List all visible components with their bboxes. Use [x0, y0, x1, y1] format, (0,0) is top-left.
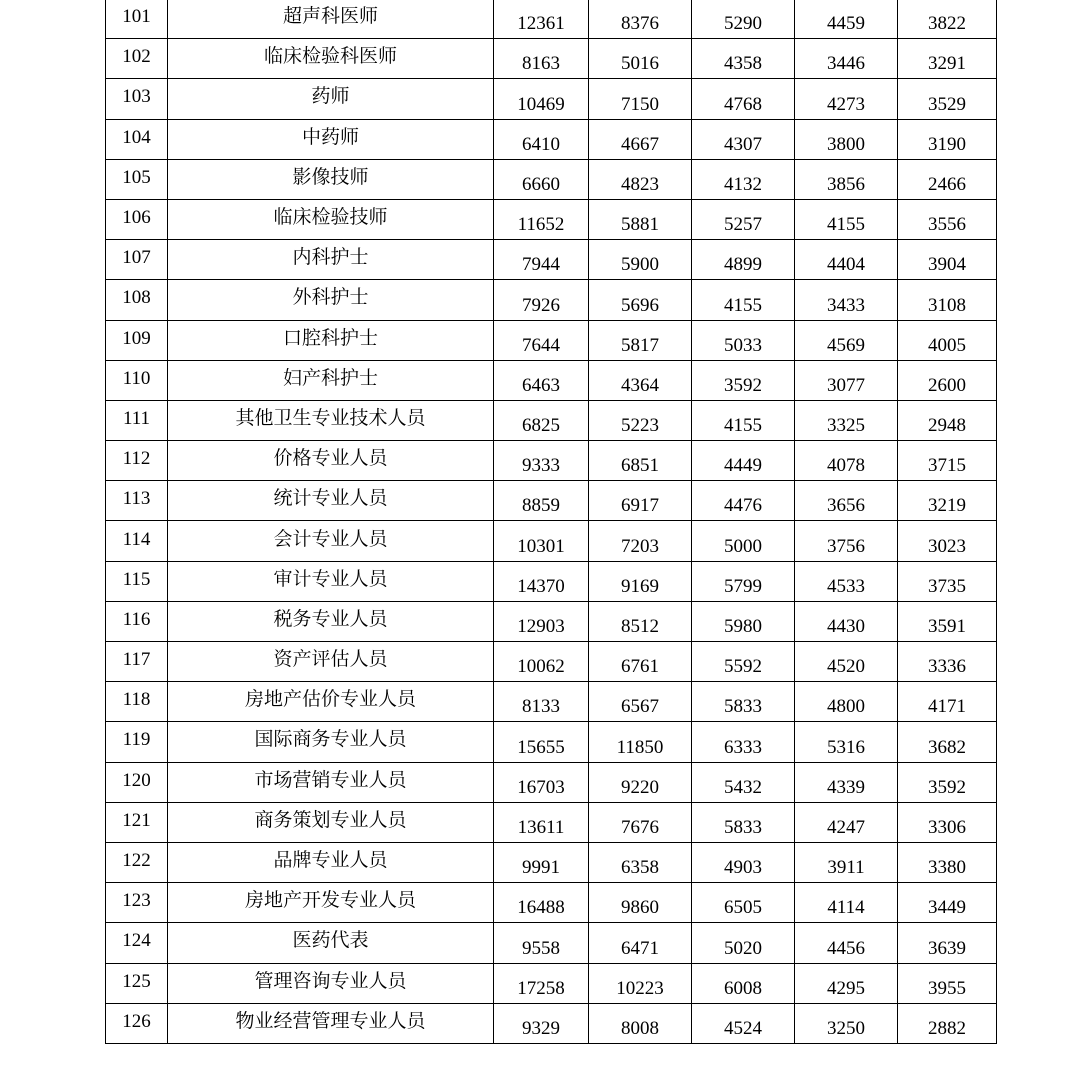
- salary-value-cell: 3656: [795, 481, 898, 521]
- table-row: [106, 722, 997, 762]
- salary-value-cell: 4823: [589, 159, 692, 199]
- table-row: [106, 119, 997, 159]
- salary-value-cell: 6358: [589, 842, 692, 882]
- occupation-name-cell: 物业经营管理专业人员: [168, 1003, 494, 1043]
- salary-value-cell: 3336: [898, 642, 997, 682]
- salary-value-cell: 2600: [898, 360, 997, 400]
- salary-value-cell: 6008: [692, 963, 795, 1003]
- salary-table-container: [105, 0, 996, 1044]
- salary-value-cell: 3446: [795, 39, 898, 79]
- table-row: [106, 481, 997, 521]
- salary-value-cell: 3190: [898, 119, 997, 159]
- salary-value-cell: 6505: [692, 883, 795, 923]
- salary-value-cell: 9860: [589, 883, 692, 923]
- table-row: [106, 1003, 997, 1043]
- salary-value-cell: 5290: [692, 0, 795, 39]
- salary-value-cell: 6567: [589, 682, 692, 722]
- salary-value-cell: 5000: [692, 521, 795, 561]
- salary-value-cell: 10301: [494, 521, 589, 561]
- occupation-name-cell: 商务策划专业人员: [168, 802, 494, 842]
- row-number-cell: 105: [106, 159, 168, 199]
- occupation-name-cell: 外科护士: [168, 280, 494, 320]
- salary-value-cell: 4667: [589, 119, 692, 159]
- salary-value-cell: 6471: [589, 923, 692, 963]
- salary-value-cell: 6761: [589, 642, 692, 682]
- salary-value-cell: 4569: [795, 320, 898, 360]
- table-row: [106, 240, 997, 280]
- occupation-name-cell: 房地产估价专业人员: [168, 682, 494, 722]
- salary-value-cell: 4476: [692, 481, 795, 521]
- salary-value-cell: 3735: [898, 561, 997, 601]
- salary-value-cell: 9329: [494, 1003, 589, 1043]
- salary-value-cell: 3822: [898, 0, 997, 39]
- salary-value-cell: 5833: [692, 802, 795, 842]
- salary-value-cell: 3306: [898, 802, 997, 842]
- occupation-name-cell: 超声科医师: [168, 0, 494, 39]
- table-row: [106, 963, 997, 1003]
- occupation-name-cell: 中药师: [168, 119, 494, 159]
- salary-value-cell: 5592: [692, 642, 795, 682]
- occupation-name-cell: 临床检验技师: [168, 199, 494, 239]
- salary-value-cell: 9169: [589, 561, 692, 601]
- row-number-cell: 102: [106, 39, 168, 79]
- salary-value-cell: 4430: [795, 601, 898, 641]
- occupation-name-cell: 会计专业人员: [168, 521, 494, 561]
- salary-value-cell: 8376: [589, 0, 692, 39]
- salary-value-cell: 7926: [494, 280, 589, 320]
- row-number-cell: 110: [106, 360, 168, 400]
- salary-value-cell: 4155: [795, 199, 898, 239]
- table-row: [106, 320, 997, 360]
- salary-value-cell: 7203: [589, 521, 692, 561]
- salary-value-cell: 11850: [589, 722, 692, 762]
- salary-value-cell: 10469: [494, 79, 589, 119]
- salary-table-body: [106, 0, 997, 1043]
- row-number-cell: 119: [106, 722, 168, 762]
- occupation-name-cell: 其他卫生专业技术人员: [168, 400, 494, 440]
- salary-value-cell: 4449: [692, 441, 795, 481]
- salary-value-cell: 5980: [692, 601, 795, 641]
- row-number-cell: 108: [106, 280, 168, 320]
- salary-value-cell: 4364: [589, 360, 692, 400]
- salary-value-cell: 3219: [898, 481, 997, 521]
- row-number-cell: 122: [106, 842, 168, 882]
- occupation-name-cell: 品牌专业人员: [168, 842, 494, 882]
- salary-value-cell: 4155: [692, 400, 795, 440]
- occupation-name-cell: 药师: [168, 79, 494, 119]
- salary-value-cell: 5432: [692, 762, 795, 802]
- table-row: [106, 79, 997, 119]
- salary-value-cell: 3325: [795, 400, 898, 440]
- salary-value-cell: 7644: [494, 320, 589, 360]
- table-row: [106, 762, 997, 802]
- table-row: [106, 802, 997, 842]
- salary-value-cell: 4768: [692, 79, 795, 119]
- occupation-name-cell: 医药代表: [168, 923, 494, 963]
- row-number-cell: 123: [106, 883, 168, 923]
- salary-value-cell: 8512: [589, 601, 692, 641]
- salary-value-cell: 5016: [589, 39, 692, 79]
- row-number-cell: 114: [106, 521, 168, 561]
- salary-value-cell: 5020: [692, 923, 795, 963]
- occupation-name-cell: 临床检验科医师: [168, 39, 494, 79]
- salary-value-cell: 17258: [494, 963, 589, 1003]
- salary-value-cell: 3592: [692, 360, 795, 400]
- salary-value-cell: 7150: [589, 79, 692, 119]
- table-row: [106, 400, 997, 440]
- salary-value-cell: 4358: [692, 39, 795, 79]
- row-number-cell: 106: [106, 199, 168, 239]
- row-number-cell: 120: [106, 762, 168, 802]
- salary-value-cell: 9333: [494, 441, 589, 481]
- salary-value-cell: 2466: [898, 159, 997, 199]
- occupation-name-cell: 审计专业人员: [168, 561, 494, 601]
- salary-value-cell: 3856: [795, 159, 898, 199]
- salary-table: [105, 0, 997, 1044]
- row-number-cell: 116: [106, 601, 168, 641]
- salary-value-cell: 3291: [898, 39, 997, 79]
- salary-value-cell: 2882: [898, 1003, 997, 1043]
- table-row: [106, 642, 997, 682]
- salary-value-cell: 4524: [692, 1003, 795, 1043]
- salary-value-cell: 3800: [795, 119, 898, 159]
- salary-value-cell: 5033: [692, 320, 795, 360]
- salary-value-cell: 8163: [494, 39, 589, 79]
- salary-value-cell: 6333: [692, 722, 795, 762]
- salary-value-cell: 6410: [494, 119, 589, 159]
- salary-value-cell: 13611: [494, 802, 589, 842]
- salary-value-cell: 5833: [692, 682, 795, 722]
- table-row: [106, 360, 997, 400]
- table-row: [106, 682, 997, 722]
- salary-value-cell: 3023: [898, 521, 997, 561]
- salary-value-cell: 4005: [898, 320, 997, 360]
- table-row: [106, 199, 997, 239]
- salary-value-cell: 7676: [589, 802, 692, 842]
- salary-value-cell: 15655: [494, 722, 589, 762]
- salary-value-cell: 4903: [692, 842, 795, 882]
- salary-value-cell: 4273: [795, 79, 898, 119]
- salary-value-cell: 14370: [494, 561, 589, 601]
- table-row: [106, 521, 997, 561]
- salary-value-cell: 4339: [795, 762, 898, 802]
- salary-value-cell: 5881: [589, 199, 692, 239]
- row-number-cell: 112: [106, 441, 168, 481]
- salary-value-cell: 3904: [898, 240, 997, 280]
- row-number-cell: 101: [106, 0, 168, 39]
- row-number-cell: 118: [106, 682, 168, 722]
- salary-value-cell: 3077: [795, 360, 898, 400]
- table-row: [106, 441, 997, 481]
- salary-value-cell: 3715: [898, 441, 997, 481]
- salary-value-cell: 3682: [898, 722, 997, 762]
- salary-value-cell: 3433: [795, 280, 898, 320]
- salary-value-cell: 6851: [589, 441, 692, 481]
- salary-value-cell: 8008: [589, 1003, 692, 1043]
- salary-value-cell: 6825: [494, 400, 589, 440]
- table-row: [106, 883, 997, 923]
- table-row: [106, 159, 997, 199]
- row-number-cell: 121: [106, 802, 168, 842]
- occupation-name-cell: 影像技师: [168, 159, 494, 199]
- row-number-cell: 115: [106, 561, 168, 601]
- salary-value-cell: 3592: [898, 762, 997, 802]
- salary-value-cell: 3108: [898, 280, 997, 320]
- salary-value-cell: 4307: [692, 119, 795, 159]
- occupation-name-cell: 资产评估人员: [168, 642, 494, 682]
- salary-value-cell: 9220: [589, 762, 692, 802]
- salary-value-cell: 8859: [494, 481, 589, 521]
- salary-value-cell: 5817: [589, 320, 692, 360]
- row-number-cell: 107: [106, 240, 168, 280]
- salary-value-cell: 12361: [494, 0, 589, 39]
- salary-value-cell: 4899: [692, 240, 795, 280]
- salary-value-cell: 4132: [692, 159, 795, 199]
- table-row: [106, 923, 997, 963]
- salary-value-cell: 12903: [494, 601, 589, 641]
- salary-value-cell: 5257: [692, 199, 795, 239]
- salary-value-cell: 4155: [692, 280, 795, 320]
- salary-value-cell: 5900: [589, 240, 692, 280]
- salary-value-cell: 3449: [898, 883, 997, 923]
- salary-value-cell: 10062: [494, 642, 589, 682]
- salary-value-cell: 4295: [795, 963, 898, 1003]
- table-row: [106, 39, 997, 79]
- salary-value-cell: 6660: [494, 159, 589, 199]
- salary-value-cell: 3529: [898, 79, 997, 119]
- occupation-name-cell: 国际商务专业人员: [168, 722, 494, 762]
- table-row: [106, 0, 997, 39]
- occupation-name-cell: 妇产科护士: [168, 360, 494, 400]
- salary-value-cell: 3911: [795, 842, 898, 882]
- salary-value-cell: 3639: [898, 923, 997, 963]
- salary-value-cell: 2948: [898, 400, 997, 440]
- table-row: [106, 280, 997, 320]
- salary-value-cell: 9558: [494, 923, 589, 963]
- salary-value-cell: 10223: [589, 963, 692, 1003]
- salary-value-cell: 5696: [589, 280, 692, 320]
- salary-value-cell: 5799: [692, 561, 795, 601]
- salary-value-cell: 4456: [795, 923, 898, 963]
- salary-value-cell: 4247: [795, 802, 898, 842]
- row-number-cell: 117: [106, 642, 168, 682]
- salary-value-cell: 3591: [898, 601, 997, 641]
- occupation-name-cell: 统计专业人员: [168, 481, 494, 521]
- salary-value-cell: 8133: [494, 682, 589, 722]
- salary-value-cell: 3250: [795, 1003, 898, 1043]
- row-number-cell: 125: [106, 963, 168, 1003]
- row-number-cell: 103: [106, 79, 168, 119]
- occupation-name-cell: 内科护士: [168, 240, 494, 280]
- salary-value-cell: 4459: [795, 0, 898, 39]
- salary-value-cell: 4171: [898, 682, 997, 722]
- table-row: [106, 842, 997, 882]
- salary-value-cell: 4404: [795, 240, 898, 280]
- salary-value-cell: 3556: [898, 199, 997, 239]
- row-number-cell: 124: [106, 923, 168, 963]
- occupation-name-cell: 价格专业人员: [168, 441, 494, 481]
- salary-value-cell: 16703: [494, 762, 589, 802]
- row-number-cell: 113: [106, 481, 168, 521]
- salary-value-cell: 5316: [795, 722, 898, 762]
- table-row: [106, 561, 997, 601]
- occupation-name-cell: 房地产开发专业人员: [168, 883, 494, 923]
- salary-value-cell: 7944: [494, 240, 589, 280]
- row-number-cell: 109: [106, 320, 168, 360]
- row-number-cell: 126: [106, 1003, 168, 1043]
- salary-value-cell: 3756: [795, 521, 898, 561]
- salary-value-cell: 6463: [494, 360, 589, 400]
- salary-value-cell: 6917: [589, 481, 692, 521]
- salary-value-cell: 16488: [494, 883, 589, 923]
- salary-value-cell: 4520: [795, 642, 898, 682]
- salary-value-cell: 11652: [494, 199, 589, 239]
- salary-value-cell: 3955: [898, 963, 997, 1003]
- occupation-name-cell: 口腔科护士: [168, 320, 494, 360]
- salary-value-cell: 4078: [795, 441, 898, 481]
- occupation-name-cell: 市场营销专业人员: [168, 762, 494, 802]
- salary-value-cell: 3380: [898, 842, 997, 882]
- salary-value-cell: 5223: [589, 400, 692, 440]
- row-number-cell: 104: [106, 119, 168, 159]
- table-row: [106, 601, 997, 641]
- salary-value-cell: 4800: [795, 682, 898, 722]
- salary-value-cell: 4114: [795, 883, 898, 923]
- salary-value-cell: 9991: [494, 842, 589, 882]
- occupation-name-cell: 税务专业人员: [168, 601, 494, 641]
- salary-value-cell: 4533: [795, 561, 898, 601]
- row-number-cell: 111: [106, 400, 168, 440]
- occupation-name-cell: 管理咨询专业人员: [168, 963, 494, 1003]
